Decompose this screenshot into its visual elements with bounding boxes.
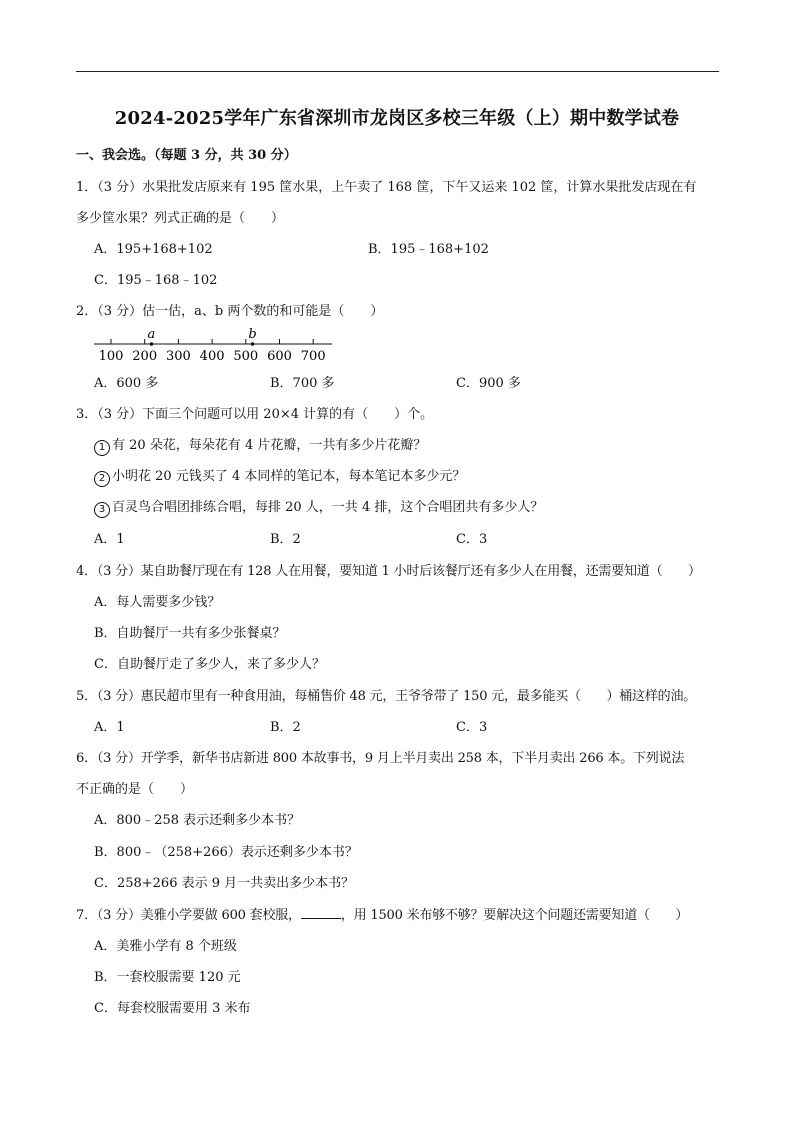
number-line-tick-label: 600 xyxy=(267,349,292,364)
number-line-tick-label: 700 xyxy=(300,349,326,364)
q1-stem-line2: 多少筐水果？列式正确的是（ ） xyxy=(76,211,285,226)
number-line-marker-label-b: b xyxy=(248,327,257,342)
circled-number: 3 xyxy=(94,502,110,518)
q5-option-a[interactable]: A．1 xyxy=(94,720,125,735)
q7-option-c[interactable]: C．每套校服需要用 3 米布 xyxy=(94,1001,251,1016)
number-line-tick-label: 200 xyxy=(132,349,158,364)
number-line-tick-label: 500 xyxy=(233,349,259,364)
q6-stem-line1: 6．（3 分）开学季，新华书店新进 800 本故事书，9 月上半月卖出 258 本，下半月卖出 266 本。下列说法 xyxy=(76,751,685,766)
q3-option-a[interactable]: A．1 xyxy=(94,532,125,547)
q1-option-b[interactable]: B．195﹣168+102 xyxy=(368,242,489,257)
q3-item-3-text: 百灵鸟合唱团排练合唱，每排 20 人，一共 4 排，这个合唱团共有多少人？ xyxy=(112,500,544,515)
q6-option-b[interactable]: B．800﹣（258+266）表示还剩多少本书？ xyxy=(94,845,358,860)
q3-item-1 xyxy=(94,434,737,456)
q6-stem-line2: 不正确的是（ ） xyxy=(76,782,194,797)
q7-stem xyxy=(76,904,719,923)
q7-option-b[interactable]: B．一套校服需要 120 元 xyxy=(94,970,241,985)
q4-option-c[interactable]: C．自助餐厅走了多少人，来了多少人？ xyxy=(94,657,325,672)
q5-option-c[interactable]: C．3 xyxy=(456,720,488,735)
q2-stem: 2．（3 分）估一估，a、b 两个数的和可能是（ ） xyxy=(76,304,384,319)
q3-item-2 xyxy=(94,465,737,487)
q4-option-b[interactable]: B．自助餐厅一共有多少张餐桌？ xyxy=(94,626,286,641)
q2-option-a[interactable]: A．600 多 xyxy=(94,376,159,391)
q3-stem: 3．（3 分）下面三个问题可以用 20×4 计算的有（ ）个。 xyxy=(76,407,434,422)
number-line-tick-label: 400 xyxy=(199,349,225,364)
q7-option-a[interactable]: A．美雅小学有 8 个班级 xyxy=(94,939,237,954)
number-line-marker-label-a: a xyxy=(147,327,156,342)
q6-option-a[interactable]: A．800﹣258 表示还剩多少本书？ xyxy=(94,813,301,828)
q3-option-c[interactable]: C．3 xyxy=(456,532,488,547)
number-line-marker-a xyxy=(150,342,154,346)
q3-option-b[interactable]: B．2 xyxy=(270,532,301,547)
number-line xyxy=(90,322,340,368)
page-title: 2024-2025学年广东省深圳市龙岗区多校三年级（上）期中数学试卷 xyxy=(114,108,680,129)
header-rule xyxy=(76,71,719,72)
circled-number: 1 xyxy=(94,440,110,456)
q1-option-c[interactable]: C．195﹣168﹣102 xyxy=(94,273,218,288)
circled-number: 2 xyxy=(94,471,110,487)
q3-item-2-text: 小明花 20 元钱买了 4 本同样的笔记本，每本笔记本多少元？ xyxy=(112,469,466,484)
q3-item-1-text: 有 20 朵花，每朵花有 4 片花瓣，一共有多少片花瓣？ xyxy=(112,438,427,453)
q2-option-b[interactable]: B．700 多 xyxy=(270,376,335,391)
q6-option-c[interactable]: C．258+266 表示 9 月一共卖出多少本书？ xyxy=(94,876,355,891)
q7-stem-b: ，用 1500 米布够不够？要解决这个问题还需要知道（ ） xyxy=(340,908,689,923)
number-line-marker-b xyxy=(251,342,255,346)
section-heading: 一、我会选。（每题 3 分，共 30 分） xyxy=(76,148,297,163)
q4-stem: 4．（3 分）某自助餐厅现在有 128 人在用餐，要知道 1 小时后该餐厅还有多少人在用餐，还需要知道（ ） xyxy=(76,564,701,579)
number-line-tick-label: 300 xyxy=(165,349,191,364)
q1-stem-line1: 1．（3 分）水果批发店原来有 195 筐水果，上午卖了 168 筐，下午又运来 102 筐，计算水果批发店现在有 xyxy=(76,180,697,195)
q5-option-b[interactable]: B．2 xyxy=(270,720,301,735)
q4-option-a[interactable]: A．每人需要多少钱？ xyxy=(94,595,221,610)
q3-item-3 xyxy=(94,496,737,518)
number-line-tick-label: 100 xyxy=(98,349,124,364)
q1-option-a[interactable]: A．195+168+102 xyxy=(94,242,213,257)
q5-stem: 5．（3 分）惠民超市里有一种食用油，每桶售价 48 元，王爷爷带了 150 元，最多能买（ ）桶这样的油。 xyxy=(76,689,697,704)
q2-option-c[interactable]: C．900 多 xyxy=(456,376,521,391)
q7-stem-a: 7．（3 分）美雅小学要做 600 套校服， xyxy=(76,908,301,923)
q7-blank[interactable] xyxy=(301,906,341,919)
